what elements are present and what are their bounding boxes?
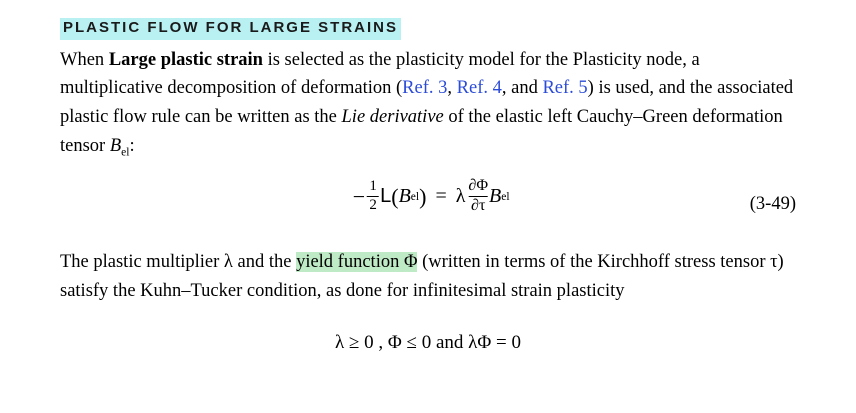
equation-expression — [353, 178, 510, 215]
open-paren: ( — [391, 183, 399, 209]
paragraph2-part1: The plastic multiplier — [60, 252, 224, 273]
paragraph1-part3: ) is used, and the associated plastic flow rule can be written as the — [60, 78, 794, 128]
tensor-symbol-bel: B — [109, 135, 122, 156]
reference-link-3[interactable]: Ref. 3 — [402, 78, 448, 99]
reference-link-4[interactable]: Ref. 4 — [456, 78, 502, 99]
paragraph2-tau: τ — [770, 252, 778, 273]
paragraph2-lambda: λ — [223, 252, 233, 273]
lie-derivative-operator: L — [380, 185, 392, 208]
partial-derivative-fraction — [468, 178, 488, 215]
equation-number: (3-49) — [749, 194, 796, 215]
partial-numerator: ∂Φ — [468, 177, 489, 195]
tensor-b-left: B — [398, 185, 411, 208]
paragraph2-part3: (written in terms of the Kirchhoff stress tensor — [417, 252, 771, 273]
paragraph-plastic-multiplier — [60, 248, 796, 305]
tensor-subscript-el: el — [121, 146, 130, 159]
tensor-b-right-subscript: el — [501, 190, 510, 203]
lambda-symbol: λ — [455, 185, 466, 208]
paragraph1-part4: of the elastic left Cauchy–Green deformation tensor — [60, 107, 783, 156]
fraction-one-half — [367, 179, 379, 214]
paragraph1-part5: : — [129, 135, 135, 156]
paragraph2-part2: and the — [232, 252, 297, 273]
paragraph1-bold-term: Large plastic strain — [108, 49, 263, 70]
equation-minus-sign: − — [352, 183, 366, 209]
paragraph1-italic-term: Lie derivative — [341, 107, 444, 128]
close-paren: ) — [419, 183, 427, 209]
section-heading: PLASTIC FLOW FOR LARGE STRAINS — [60, 18, 401, 40]
tensor-b-left-subscript: el — [410, 190, 420, 203]
paragraph1-sep2: , and — [501, 78, 543, 99]
paragraph1-part2: is selected as the plasticity model for the Plasticity node, a multiplicative decomposition of deformation ( — [60, 49, 700, 99]
equation-kuhn-tucker: λ ≥ 0 , Φ ≤ 0 and λΦ = 0 — [335, 331, 521, 353]
tensor-b-right: B — [489, 185, 502, 208]
equation-block-3-49 — [60, 178, 796, 230]
highlighted-yield-function: yield function Φ — [296, 252, 418, 273]
fraction-denominator: 2 — [369, 197, 377, 214]
partial-denominator: ∂τ — [471, 197, 486, 215]
fraction-numerator: 1 — [369, 178, 377, 195]
paragraph1-sep1: , — [447, 78, 457, 99]
equals-sign: = — [435, 185, 447, 208]
paragraph2-part4: ) satisfy the Kuhn–Tucker condition, as done for infinitesimal strain plasticity — [60, 252, 784, 301]
paragraph1-part1: When — [60, 49, 109, 70]
paragraph-intro — [60, 46, 796, 163]
reference-link-5[interactable]: Ref. 5 — [542, 78, 588, 99]
